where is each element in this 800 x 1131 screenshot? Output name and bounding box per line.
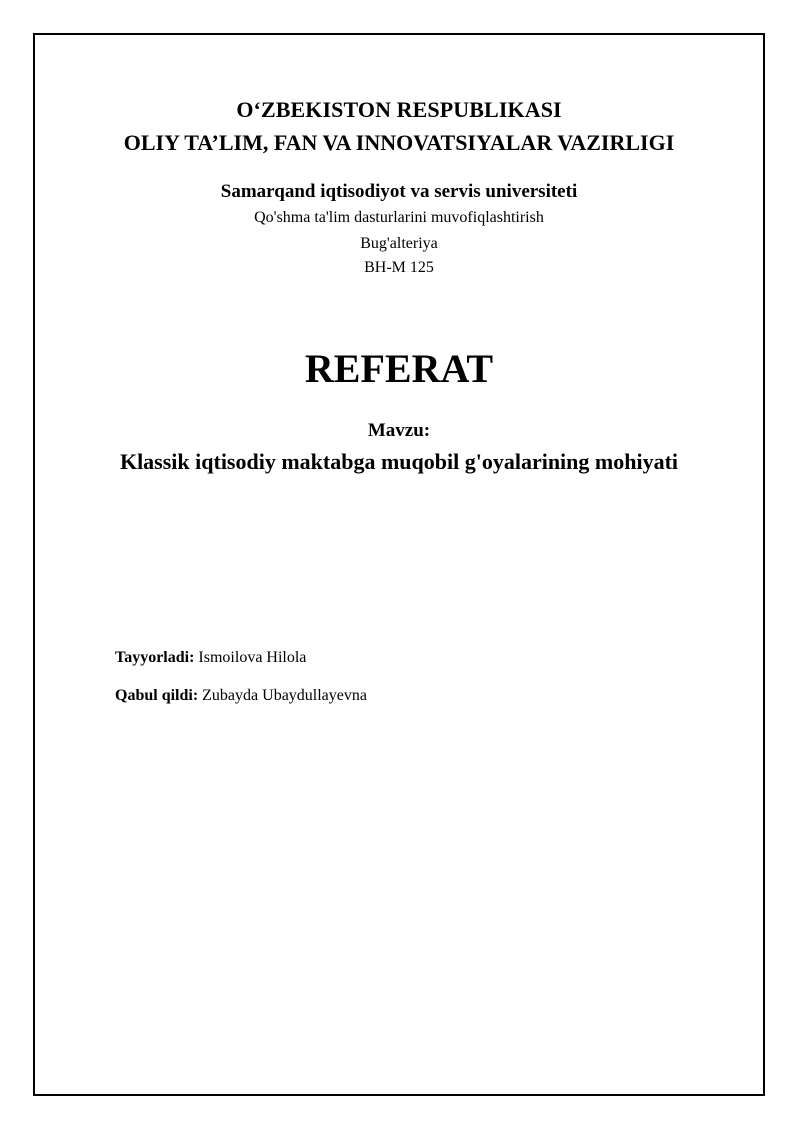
accepted-by-line [115,687,367,705]
country-heading: O‘ZBEKISTON RESPUBLIKASI [236,97,562,122]
topic-label: Mavzu: [367,420,431,441]
prepared-by-line [115,649,306,667]
program-name: Qo'shma ta'lim dasturlarini muvofiqlashtirish [254,209,544,226]
ministry-heading: OLIY TA’LIM, FAN VA INNOVATSIYALAR VAZIRLIGI [123,130,675,155]
prepared-by-name: Ismoilova Hilola [198,649,307,666]
specialty-name: Bug'alteriya [360,235,438,252]
accepted-by-name: Zubayda Ubaydullayevna [202,687,367,704]
topic-title: Klassik iqtisodiy maktabga muqobil g'oyalarining mohiyati [119,449,679,474]
document-type-title: REFERAT [304,346,494,391]
prepared-by-label: Tayyorladi: [115,649,195,666]
group-code: BH-M 125 [364,259,434,276]
accepted-by-label: Qabul qildi: [115,687,199,704]
university-name: Samarqand iqtisodiyot va servis universiteti [220,181,578,202]
